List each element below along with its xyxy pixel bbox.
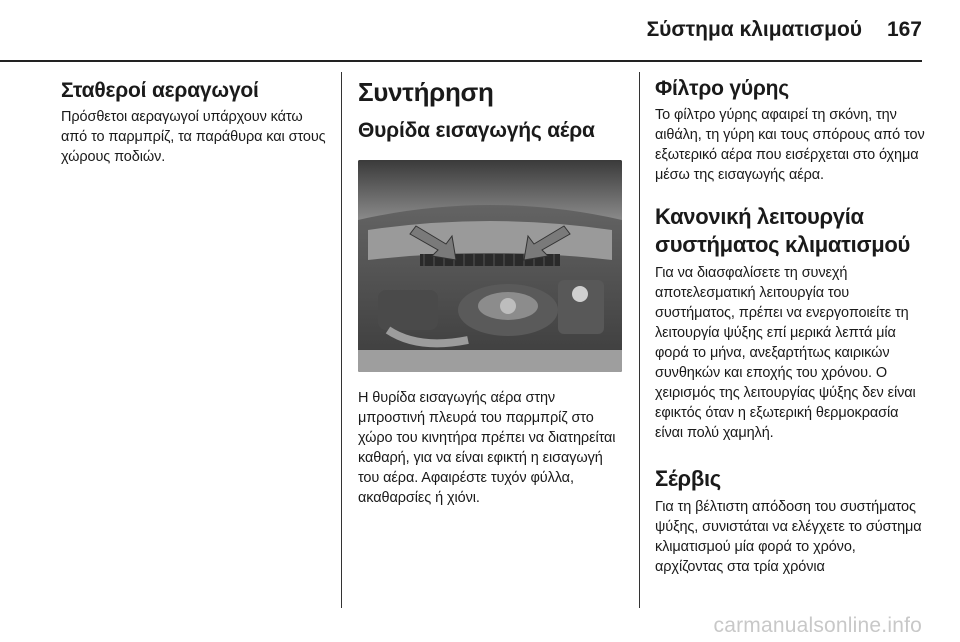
paragraph-fixed-vents: Πρόσθετοι αεραγωγοί υπάρχουν κάτω από το παρμπρίζ, τα παράθυρα και στους χώρους ποδιών. bbox=[61, 109, 326, 165]
header-rule bbox=[0, 60, 922, 62]
heading-fixed-vents: Σταθεροί αεραγωγοί bbox=[61, 79, 259, 102]
engine-bay-photo bbox=[358, 160, 622, 372]
heading-service: Σέρβις bbox=[655, 466, 721, 491]
heading-pollen-filter: Φίλτρο γύρης bbox=[655, 77, 790, 100]
subheading-air-intake: Θυρίδα εισαγωγής αέρα bbox=[358, 119, 595, 142]
page-number: 167 bbox=[886, 18, 922, 41]
engine-bay-illustration bbox=[358, 160, 622, 372]
footer-watermark[interactable]: carmanualsonline.info bbox=[713, 614, 922, 637]
paragraph-regular-operation: Για να διασφαλίσετε τη συνεχή αποτελεσματική λειτουργία του συστήματος, πρέπει να ενεργοποιείτε τη λειτουργία ψύξης επί μερικά λεπτά μία φορά το μήνα, ανεξαρτήτως καιρικών συνθηκών και εποχής του χρόνου. Ο χειρισμός της λειτουργίας ψύξης δεν είναι εφικτός όταν η εξωτερική θερμοκρασία είναι πολύ χαμηλή. bbox=[655, 265, 916, 441]
section-title: Σύστημα κλιματισμού bbox=[646, 18, 862, 41]
column-1 bbox=[61, 76, 329, 167]
column-2 bbox=[358, 76, 624, 508]
paragraph-pollen-filter: Το φίλτρο γύρης αφαιρεί τη σκόνη, την αιθάλη, τη γύρη και τους σπόρους από τον εξωτερικό αέρα που εισέρχεται στο όχημα μέσω της εισαγωγής αέρα. bbox=[655, 107, 925, 183]
heading-maintenance: Συντήρηση bbox=[358, 77, 494, 107]
paragraph-service: Για τη βέλτιστη απόδοση του συστήματος ψύξης, συνιστάται να ελέγχετε το σύστημα κλιματισμού μία φορά το χρόνο, αρχίζοντας στα τρία χρόνια bbox=[655, 499, 922, 575]
page-header bbox=[0, 16, 922, 50]
heading-regular-operation: Κανονική λειτουργία συστήματος κλιματισμού bbox=[655, 204, 911, 257]
paragraph-air-intake: Η θυρίδα εισαγωγής αέρα στην μπροστινή πλευρά του παρμπρίζ στο χώρο του κινητήρα πρέπει να διατηρείται καθαρή, για να είναι εφικτή η εισαγωγή του αέρα. Αφαιρέστε τυχόν φύλλα, ακαθαρσίες ή χιόνι. bbox=[358, 390, 616, 506]
column-3 bbox=[655, 76, 927, 577]
column-divider-1 bbox=[341, 72, 342, 608]
column-divider-2 bbox=[639, 72, 640, 608]
